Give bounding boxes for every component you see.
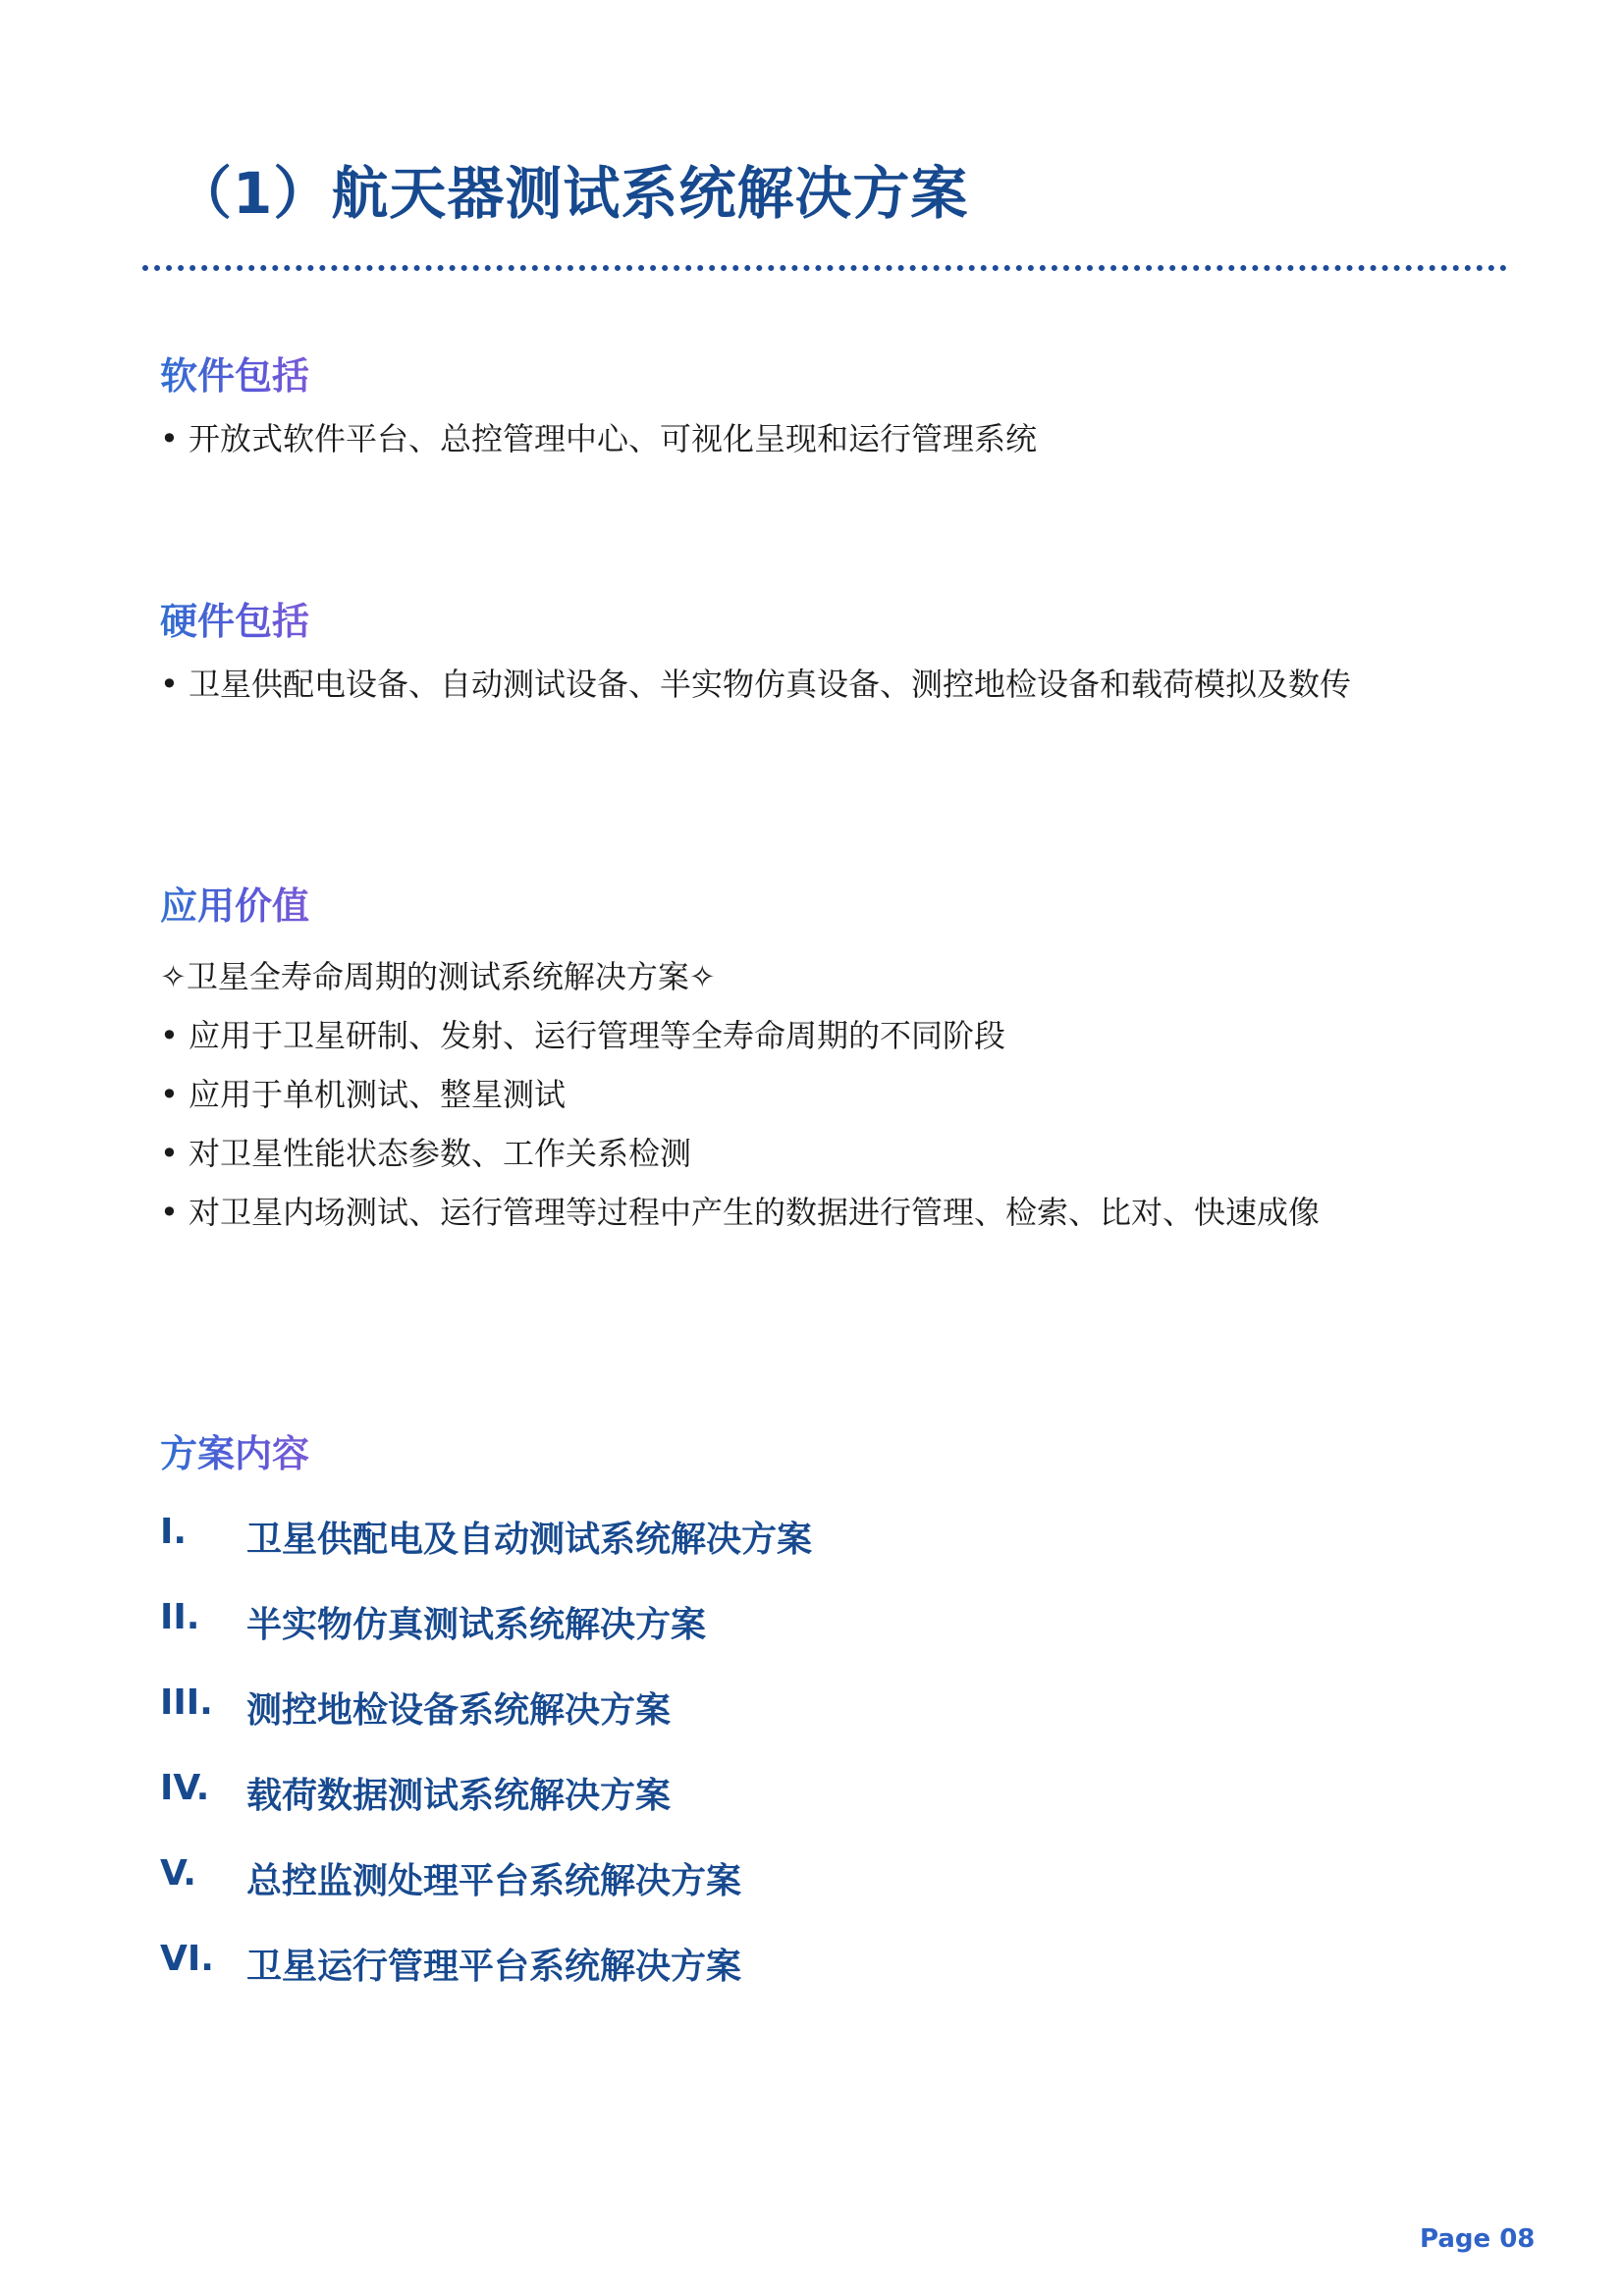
solution-item-number: VI. bbox=[160, 1939, 214, 1979]
solution-item-text: 卫星供配电及自动测试系统解决方案 bbox=[246, 1520, 813, 1560]
value-line: ✧卫星全寿命周期的测试系统解决方案✧ bbox=[160, 958, 716, 995]
solution-item-number: II. bbox=[160, 1597, 200, 1637]
solution-item-number: V. bbox=[160, 1853, 196, 1894]
page-number: Page 08 bbox=[1420, 2224, 1536, 2254]
solution-item-text: 测控地检设备系统解决方案 bbox=[246, 1690, 672, 1731]
solution-item-text: 总控监测处理平台系统解决方案 bbox=[246, 1861, 742, 1901]
section-heading-content: 方案内容 bbox=[160, 1423, 309, 1477]
section-heading-value: 应用价值 bbox=[160, 876, 309, 930]
value-line: • 对卫星内场测试、运行管理等过程中产生的数据进行管理、检索、比对、快速成像 bbox=[160, 1194, 1321, 1231]
software-line: • 开放式软件平台、总控管理中心、可视化呈现和运行管理系统 bbox=[160, 420, 1038, 457]
page-title: （1）航天器测试系统解决方案 bbox=[175, 160, 969, 227]
solution-item-number: III. bbox=[160, 1682, 213, 1723]
solution-item-text: 卫星运行管理平台系统解决方案 bbox=[246, 1947, 742, 1987]
solution-item-number: IV. bbox=[160, 1768, 210, 1808]
value-line: • 对卫星性能状态参数、工作关系检测 bbox=[160, 1135, 692, 1172]
solution-item-number: I. bbox=[160, 1512, 188, 1552]
value-line: • 应用于卫星研制、发射、运行管理等全寿命周期的不同阶段 bbox=[160, 1017, 1006, 1054]
value-line: • 应用于单机测试、整星测试 bbox=[160, 1076, 567, 1113]
solution-item-text: 载荷数据测试系统解决方案 bbox=[246, 1776, 672, 1816]
hardware-line: • 卫星供配电设备、自动测试设备、半实物仿真设备、测控地检设备和载荷模拟及数传 bbox=[160, 666, 1352, 703]
solution-item-text: 半实物仿真测试系统解决方案 bbox=[246, 1605, 707, 1645]
section-heading-hardware: 硬件包括 bbox=[160, 591, 309, 645]
section-heading-software: 软件包括 bbox=[160, 346, 309, 400]
title-divider bbox=[142, 265, 1507, 271]
